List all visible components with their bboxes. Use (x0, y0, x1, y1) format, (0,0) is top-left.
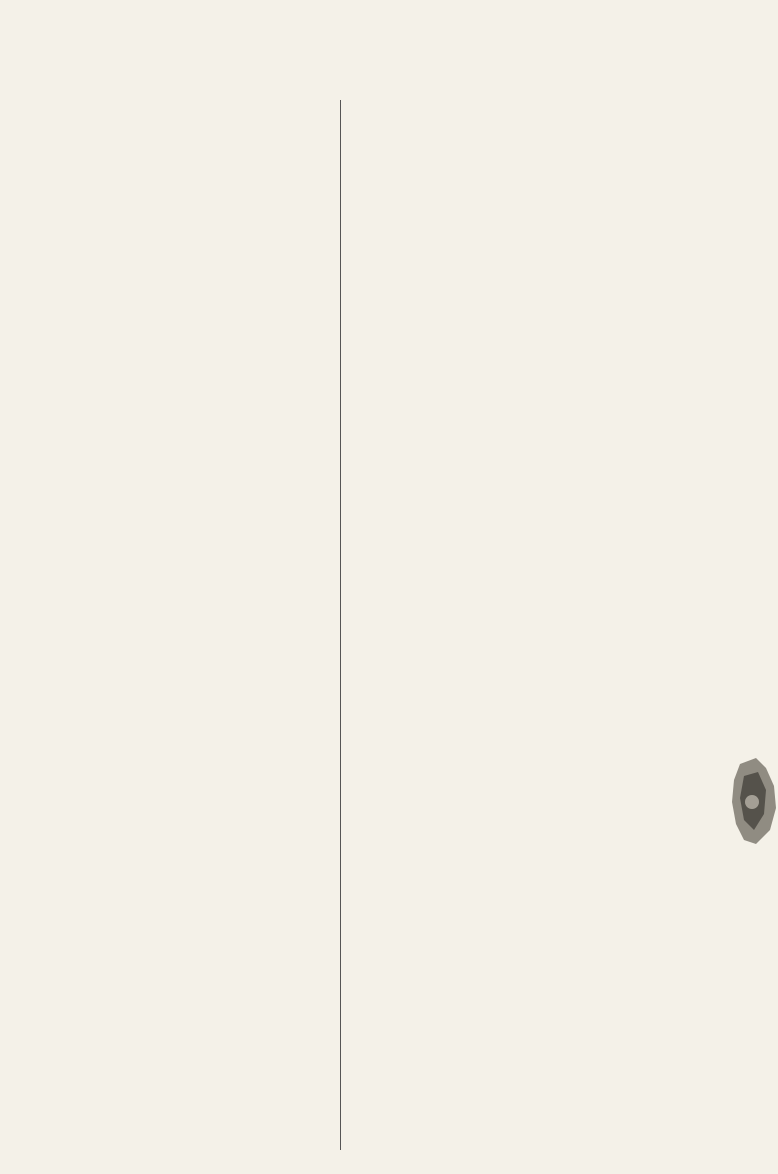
column-divider (340, 100, 341, 1150)
right-column (344, 100, 688, 1160)
page-header (0, 66, 778, 100)
left-column (30, 100, 338, 1160)
library-stamp-icon (726, 756, 778, 848)
